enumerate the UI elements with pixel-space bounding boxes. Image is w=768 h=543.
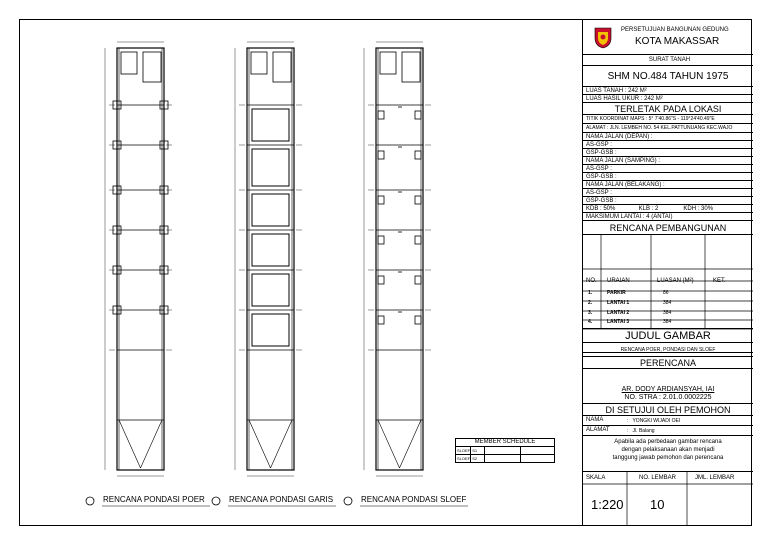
judul-heading: JUDUL GAMBAR xyxy=(583,328,753,343)
nama-label: NAMA xyxy=(586,417,604,423)
as-gsp-samping: AS-GSP : xyxy=(583,165,753,173)
no-lembar-value: 10 xyxy=(650,497,665,512)
drawing-title-3: RENCANA PONDASI SLOEF xyxy=(361,495,467,504)
note-line-2: dengan pelaksanaan akan menjadi xyxy=(621,447,715,453)
table-cell: 2. xyxy=(588,300,593,306)
luas-tanah: LUAS TANAH : 242 M² xyxy=(583,87,753,95)
titik-koordinat: TITIK KOORDINAT MAPS : 5° 7'40.86"S - 119°24'40.49"E xyxy=(583,115,753,124)
sloef-column xyxy=(415,276,421,284)
col-header-luasan: LUASAN (M²) xyxy=(657,278,694,284)
schedule-title: MEMBER SCHEDULE xyxy=(474,439,536,445)
drawing-marker-circle xyxy=(86,497,94,505)
table-cell: 384 xyxy=(663,300,672,306)
schedule-cell: S1 xyxy=(471,447,484,454)
as-gsp-depan: AS-GSP : xyxy=(583,141,753,149)
title-block xyxy=(582,19,752,526)
skala-label: SKALA xyxy=(586,475,606,481)
table-cell: 86 xyxy=(663,290,669,296)
col-header-ket: KET. xyxy=(713,278,726,284)
stair-block xyxy=(121,52,137,74)
as-gsp-belakang: AS-GSP : xyxy=(583,189,753,197)
col-header-uraian: URAIAN xyxy=(607,278,630,284)
table-cell: 1. xyxy=(588,290,593,296)
note-line-1: Apabila ada perbedaan gambar rencana xyxy=(614,439,722,445)
drawing-marker-circle xyxy=(212,497,220,505)
perencana-heading: PERENCANA xyxy=(583,357,753,369)
jml-lembar-label: JML. LEMBAR xyxy=(695,475,735,481)
table-cell: PARKIR xyxy=(607,290,626,296)
drawing-title-1: RENCANA PONDASI POER xyxy=(103,495,205,504)
nama-row xyxy=(583,416,753,426)
surat-tanah-heading: SURAT TANAH xyxy=(583,55,753,66)
luas-hasil-ukur: LUAS HASIL UKUR : 242 M² xyxy=(583,95,753,103)
ramp-diagonal xyxy=(378,420,400,468)
drawing-marker-circle xyxy=(344,497,352,505)
stra-number: NO. STRA : 2.01.0.0002225 xyxy=(624,394,712,401)
gsp-gsb-belakang: GSP-GSB : xyxy=(583,197,753,205)
city-emblem-icon xyxy=(591,25,615,49)
alamat-row xyxy=(583,426,753,436)
table-cell: LANTAI 3 xyxy=(607,319,630,325)
gsp-gsb-depan: GSP-GSB : xyxy=(583,149,753,157)
schedule-row xyxy=(456,454,554,462)
sloef-column xyxy=(378,236,384,244)
member-schedule xyxy=(455,438,555,463)
room-block xyxy=(143,52,161,82)
stair-block xyxy=(380,52,396,74)
schedule-cell: SLOEF xyxy=(457,456,471,461)
skala-value: 1:220 xyxy=(591,497,624,512)
strip-foundation-panel xyxy=(252,274,289,306)
nama-value: : YONGKI WIJADI OEI xyxy=(627,418,681,424)
schedule-row xyxy=(456,446,554,454)
jalan-belakang: NAMA JALAN (BELAKANG) : xyxy=(583,181,753,189)
table-cell: 4. xyxy=(588,319,593,325)
rencana-heading: RENCANA PEMBANGUNAN xyxy=(583,221,753,235)
perencana-name: AR. DODY ARDIANSYAH, IAI xyxy=(621,386,715,393)
plan-outline xyxy=(117,48,164,470)
col-header-no: NO. xyxy=(586,278,597,284)
sloef-column xyxy=(378,196,384,204)
room-block xyxy=(402,52,420,82)
schedule-cell xyxy=(485,447,521,454)
ramp-diagonal xyxy=(400,420,422,468)
sloef-column xyxy=(415,111,421,119)
drawing-title-2: RENCANA PONDASI GARIS xyxy=(229,495,334,504)
strip-foundation-panel xyxy=(252,149,289,186)
strip-foundation-panel xyxy=(252,314,289,346)
strip-foundation-panel xyxy=(252,234,289,266)
table-cell: LANTAI 1 xyxy=(607,300,630,306)
table-cell: 384 xyxy=(663,310,672,316)
disclaimer-note xyxy=(583,436,753,472)
sloef-column xyxy=(415,316,421,324)
schedule-cell: SLOEF xyxy=(457,448,471,453)
strip-foundation-panel xyxy=(252,109,289,141)
scale-section xyxy=(583,472,753,526)
jalan-samping: NAMA JALAN (SAMPING) : xyxy=(583,157,753,165)
sloef-column xyxy=(378,111,384,119)
plan-outline xyxy=(247,48,294,470)
note-line-3: tanggung jawab pemohon dan perencana xyxy=(612,455,724,461)
gsp-gsb-samping: GSP-GSB : xyxy=(583,173,753,181)
jalan-depan: NAMA JALAN (DEPAN) : xyxy=(583,133,753,141)
strip-foundation-panel xyxy=(252,194,289,226)
ramp-diagonal xyxy=(271,420,293,468)
alamat-label: ALAMAT xyxy=(586,427,610,433)
disetujui-heading: DI SETUJUI OLEH PEMOHON xyxy=(583,404,753,416)
schedule-cell: S2 xyxy=(471,455,484,462)
stair-block xyxy=(251,52,267,74)
no-lembar-label: NO. LEMBAR xyxy=(639,475,677,481)
schedule-cell xyxy=(485,455,521,462)
kdb-klb-kdh: KDB : 50% KLB : 2 KDH : 30% xyxy=(583,205,753,213)
schedule-cell xyxy=(521,455,554,462)
org-line-2: KOTA MAKASSAR xyxy=(635,36,720,47)
ramp-diagonal xyxy=(249,420,271,468)
alamat-value: : Jl. Balang xyxy=(627,428,655,434)
ramp-diagonal xyxy=(141,420,163,468)
sloef-column xyxy=(415,151,421,159)
sloef-column xyxy=(378,276,384,284)
shm-number: SHM NO.484 TAHUN 1975 xyxy=(583,66,753,87)
maksimum-lantai: MAKSIMUM LANTAI : 4 (ANTAI) xyxy=(583,213,753,221)
sloef-column xyxy=(378,151,384,159)
room-block xyxy=(273,52,291,82)
table-cell: 3. xyxy=(588,310,593,316)
sloef-column xyxy=(415,236,421,244)
schedule-cell xyxy=(521,447,554,454)
alamat-lokasi: ALAMAT : JLN. LEMBEH NO. 54 KEL.PATTUNUANG KEC.WAJO xyxy=(583,124,753,133)
table-cell: LANTAI 2 xyxy=(607,310,630,316)
ramp-diagonal xyxy=(119,420,141,468)
sloef-column xyxy=(378,316,384,324)
table-cell: 384 xyxy=(663,319,672,325)
judul-gambar: RENCANA POER, PONDASI DAN SLOEF xyxy=(583,343,753,357)
org-line-1: PERSETUJUAN BANGUNAN GEDUNG xyxy=(621,27,729,33)
header-section xyxy=(583,19,753,55)
sloef-column xyxy=(415,196,421,204)
perencana-section xyxy=(583,369,753,404)
lokasi-heading: TERLETAK PADA LOKASI xyxy=(583,103,753,115)
